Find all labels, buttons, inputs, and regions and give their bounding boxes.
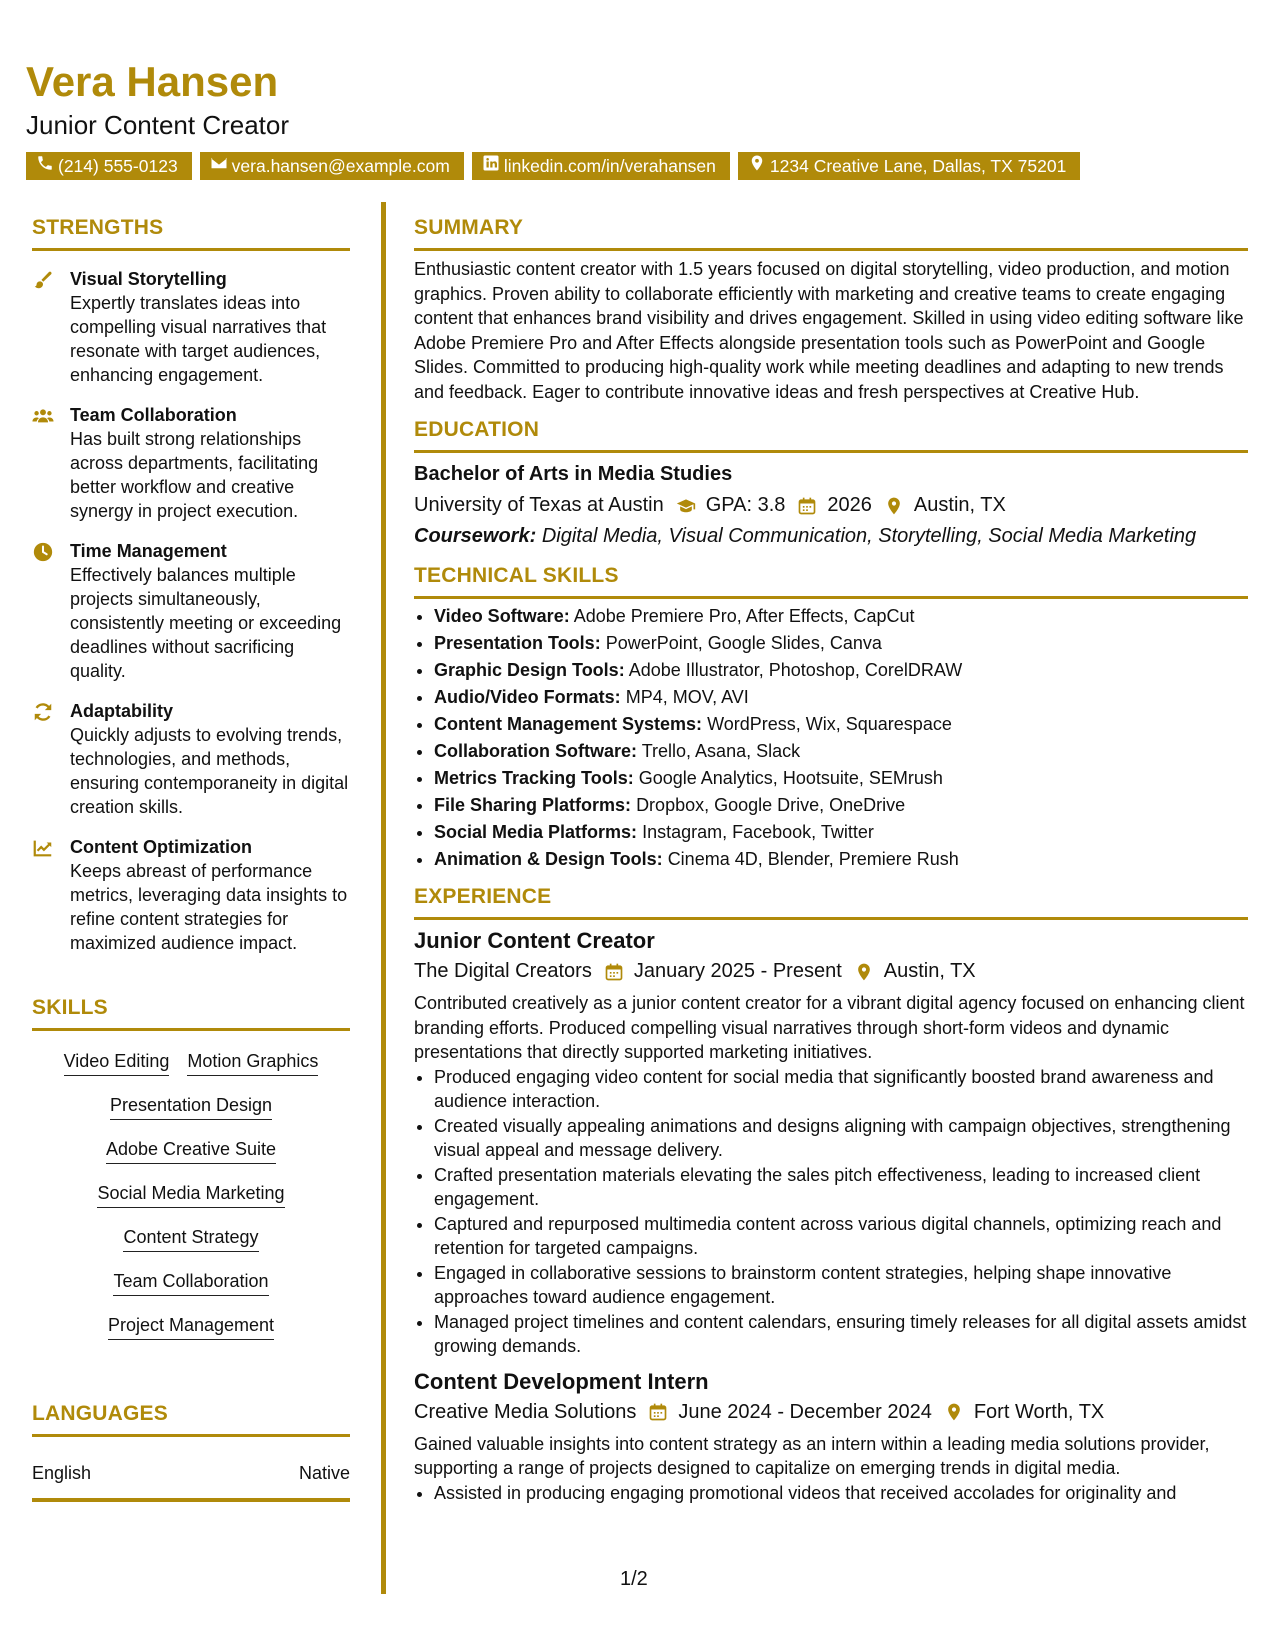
coursework-label: Coursework:	[414, 525, 537, 547]
skill-tag: Presentation Design	[110, 1093, 272, 1120]
job-bullets	[414, 1065, 1248, 1359]
sync-icon	[32, 701, 54, 723]
education-gpa: GPA: 3.8	[705, 494, 786, 516]
strength-text: Effectively balances multiple projects simultaneously, consistently meeting or exceeding deadlines without sacrificing quality.	[70, 565, 342, 681]
strength-text: Keeps abreast of performance metrics, leveraging data insights to refine content strategies for maximized audience impact.	[70, 861, 348, 953]
technical-skill-value: Google Analytics, Hootsuite, SEMrush	[638, 768, 943, 788]
job-description: Contributed creatively as a junior content creator for a vibrant digital agency focused on enhancing client branding efforts. Produced compelling visual narratives through short-form videos and dynamic presentations that directly supported marketing initiatives.	[414, 993, 1245, 1062]
skill-tag: Project Management	[108, 1313, 274, 1340]
job-meta	[414, 1401, 1248, 1424]
languages-section	[32, 1402, 350, 1502]
chart-line-icon	[32, 837, 54, 859]
skills-section	[32, 996, 350, 1340]
right-column	[414, 216, 1248, 1505]
job-entry	[414, 1369, 1248, 1506]
skill-tag: Team Collaboration	[113, 1269, 268, 1296]
page-number: 1/2	[620, 1568, 648, 1590]
education-meta	[414, 494, 1248, 517]
strength-item	[32, 699, 350, 819]
technical-skill-value: Adobe Premiere Pro, After Effects, CapCut	[573, 606, 915, 626]
experience-heading: EXPERIENCE	[414, 885, 552, 908]
skill-list	[32, 1049, 350, 1340]
strength-item	[32, 403, 350, 523]
strengths-section	[32, 216, 350, 996]
paintbrush-icon	[32, 269, 54, 291]
contact-bar	[26, 152, 1080, 180]
language-level: Native	[298, 1463, 350, 1483]
technical-skill-item	[434, 630, 1248, 657]
strength-title: Team Collaboration	[70, 405, 237, 425]
contact-phone-text: (214) 555-0123	[58, 156, 178, 176]
strength-text: Expertly translates ideas into compelling visual narratives that resonate with target audiences, enhancing engagement.	[70, 293, 327, 385]
job-meta	[414, 960, 1248, 983]
technical-skill-label: Audio/Video Formats:	[434, 687, 621, 707]
summary-text: Enthusiastic content creator with 1.5 years focused on digital storytelling, video production, and motion graphics. Proven ability to collaborate efficiently with marketing and creative teams to create engaging content that enhances brand visibility and drives engagement. Skilled in using video editing software like Adobe Premiere Pro and After Effects alongside presentation tools such as PowerPoint and Google Slides. Committed to producing high-quality work while meeting deadlines and adapting to new trends and feedback. Eager to contribute innovative ideas and fresh perspectives at Creative Hub.	[414, 259, 1244, 402]
candidate-role: Junior Content Creator	[26, 110, 290, 140]
strength-item	[32, 835, 350, 955]
strength-item	[32, 539, 350, 683]
strength-item	[32, 267, 350, 387]
technical-skills-rule	[414, 596, 1248, 599]
strengths-heading: STRENGTHS	[32, 216, 164, 239]
contact-linkedin-text: linkedin.com/in/verahansen	[503, 156, 716, 176]
strength-text: Quickly adjusts to evolving trends, technologies, and methods, ensuring contemporaneity in digital creation skills.	[70, 725, 349, 817]
technical-skill-item	[434, 603, 1248, 630]
technical-skill-label: Collaboration Software:	[434, 741, 638, 761]
job-bullet: • Created visually appealing animations and designs aligning with campaign objectives, strengthening visual appeal and message delivery.	[434, 1114, 1248, 1163]
education-rule	[414, 450, 1248, 453]
technical-skill-value: Cinema 4D, Blender, Premiere Rush	[667, 849, 959, 869]
job-title: Content Development Intern	[414, 1368, 709, 1394]
map-pin-icon	[748, 152, 766, 180]
technical-skill-value: Instagram, Facebook, Twitter	[642, 822, 874, 842]
language-name: English	[32, 1463, 92, 1483]
summary-heading: SUMMARY	[414, 216, 524, 239]
technical-skill-item	[434, 819, 1248, 846]
job-location: Austin, TX	[883, 960, 976, 982]
technical-skill-value: Adobe Illustrator, Photoshop, CorelDRAW	[628, 660, 963, 680]
experience-rule	[414, 917, 1248, 920]
languages-rule	[32, 1434, 350, 1437]
strength-title: Adaptability	[70, 701, 174, 721]
envelope-icon	[210, 152, 228, 180]
skill-tag: Content Strategy	[123, 1225, 258, 1252]
left-column	[32, 216, 350, 1340]
strength-text: Has built strong relationships across departments, facilitating better workflow and creative synergy in project execution.	[70, 429, 319, 521]
language-row	[32, 1463, 350, 1502]
skills-rule	[32, 1028, 350, 1031]
job-bullet: • Engaged in collaborative sessions to brainstorm content strategies, helping shape innovative approaches toward audience engagement.	[434, 1261, 1248, 1310]
job-dates: January 2025 - Present	[633, 960, 842, 982]
skill-tag: Motion Graphics	[187, 1049, 318, 1076]
candidate-name: Vera Hansen	[26, 58, 279, 105]
technical-skill-label: Animation & Design Tools:	[434, 849, 663, 869]
technical-skill-item	[434, 684, 1248, 711]
job-bullet: • Assisted in producing engaging promotional videos that received accolades for originality and	[434, 1481, 1248, 1506]
education-location: Austin, TX	[913, 494, 1006, 516]
technical-skill-label: Graphic Design Tools:	[434, 660, 625, 680]
technical-skill-item	[434, 711, 1248, 738]
technical-skill-label: Metrics Tracking Tools:	[434, 768, 634, 788]
map-pin-icon	[884, 496, 904, 516]
calendar-icon	[797, 496, 817, 516]
linkedin-icon	[482, 152, 500, 180]
contact-email-text: vera.hansen@example.com	[231, 156, 450, 176]
skills-heading: SKILLS	[32, 996, 108, 1019]
phone-icon	[36, 152, 54, 180]
experience-section	[414, 885, 1248, 1505]
strength-title: Visual Storytelling	[70, 269, 227, 289]
technical-skill-item	[434, 792, 1248, 819]
technical-skill-label: Social Media Platforms:	[434, 822, 638, 842]
map-pin-icon	[944, 1402, 964, 1422]
technical-skills-section	[414, 564, 1248, 873]
users-icon	[32, 405, 54, 427]
graduation-cap-icon	[676, 496, 696, 516]
job-description: Gained valuable insights into content strategy as an intern within a leading media solutions provider, supporting a range of projects designed to capitalize on emerging trends in digital media.	[414, 1433, 1210, 1478]
calendar-icon	[648, 1402, 668, 1422]
contact-phone[interactable]	[26, 152, 192, 180]
skill-tag: Video Editing	[64, 1049, 170, 1076]
contact-email[interactable]	[200, 152, 464, 180]
contact-address[interactable]	[738, 152, 1080, 180]
summary-section	[414, 216, 1248, 404]
column-divider	[381, 202, 386, 1594]
strength-title: Time Management	[70, 541, 227, 561]
technical-skill-item	[434, 765, 1248, 792]
technical-skills-heading: TECHNICAL SKILLS	[414, 564, 619, 587]
skill-tag: Adobe Creative Suite	[106, 1137, 276, 1164]
education-year: 2026	[827, 494, 872, 516]
education-section	[414, 418, 1248, 548]
technical-skill-value: PowerPoint, Google Slides, Canva	[605, 633, 882, 653]
strength-title: Content Optimization	[70, 837, 252, 857]
job-location: Fort Worth, TX	[973, 1400, 1105, 1423]
job-bullet: • Produced engaging video content for social media that significantly boosted brand awareness and audience interaction.	[434, 1065, 1248, 1114]
technical-skill-label: Presentation Tools:	[434, 633, 601, 653]
job-company: The Digital Creators	[414, 960, 592, 982]
job-dates: June 2024 - December 2024	[678, 1400, 932, 1423]
contact-linkedin[interactable]	[472, 152, 730, 180]
skill-tag: Social Media Marketing	[97, 1181, 284, 1208]
technical-skill-label: File Sharing Platforms:	[434, 795, 632, 815]
calendar-icon	[604, 962, 624, 982]
job-bullet: • Captured and repurposed multimedia content across various digital channels, optimizing reach and retention for targeted campaigns.	[434, 1212, 1248, 1261]
languages-heading: LANGUAGES	[32, 1402, 168, 1425]
education-heading: EDUCATION	[414, 418, 540, 441]
technical-skills-list	[414, 603, 1248, 873]
technical-skill-item	[434, 738, 1248, 765]
education-school: University of Texas at Austin	[414, 494, 664, 516]
technical-skill-item	[434, 846, 1248, 873]
coursework-text: Digital Media, Visual Communication, Storytelling, Social Media Marketing	[541, 525, 1197, 547]
education-coursework	[414, 525, 1248, 548]
strengths-rule	[32, 248, 350, 251]
technical-skill-value: WordPress, Wix, Squarespace	[707, 714, 952, 734]
contact-address-text: 1234 Creative Lane, Dallas, TX 75201	[769, 156, 1067, 176]
clock-icon	[32, 541, 54, 563]
technical-skill-item	[434, 657, 1248, 684]
technical-skill-label: Content Management Systems:	[434, 714, 703, 734]
job-bullet: • Managed project timelines and content calendars, ensuring timely releases for all digital assets amidst growing demands.	[434, 1310, 1248, 1359]
technical-skill-value: MP4, MOV, AVI	[625, 687, 749, 707]
job-bullets	[414, 1481, 1248, 1506]
summary-rule	[414, 248, 1248, 251]
job-bullet: • Crafted presentation materials elevating the sales pitch effectiveness, leading to increased client engagement.	[434, 1163, 1248, 1212]
job-company: Creative Media Solutions	[414, 1400, 637, 1423]
technical-skill-label: Video Software:	[434, 606, 570, 626]
education-degree: Bachelor of Arts in Media Studies	[414, 463, 733, 485]
technical-skill-value: Dropbox, Google Drive, OneDrive	[636, 795, 906, 815]
job-title: Junior Content Creator	[414, 928, 655, 953]
job-entry	[414, 928, 1248, 1359]
map-pin-icon	[854, 962, 874, 982]
technical-skill-value: Trello, Asana, Slack	[641, 741, 801, 761]
